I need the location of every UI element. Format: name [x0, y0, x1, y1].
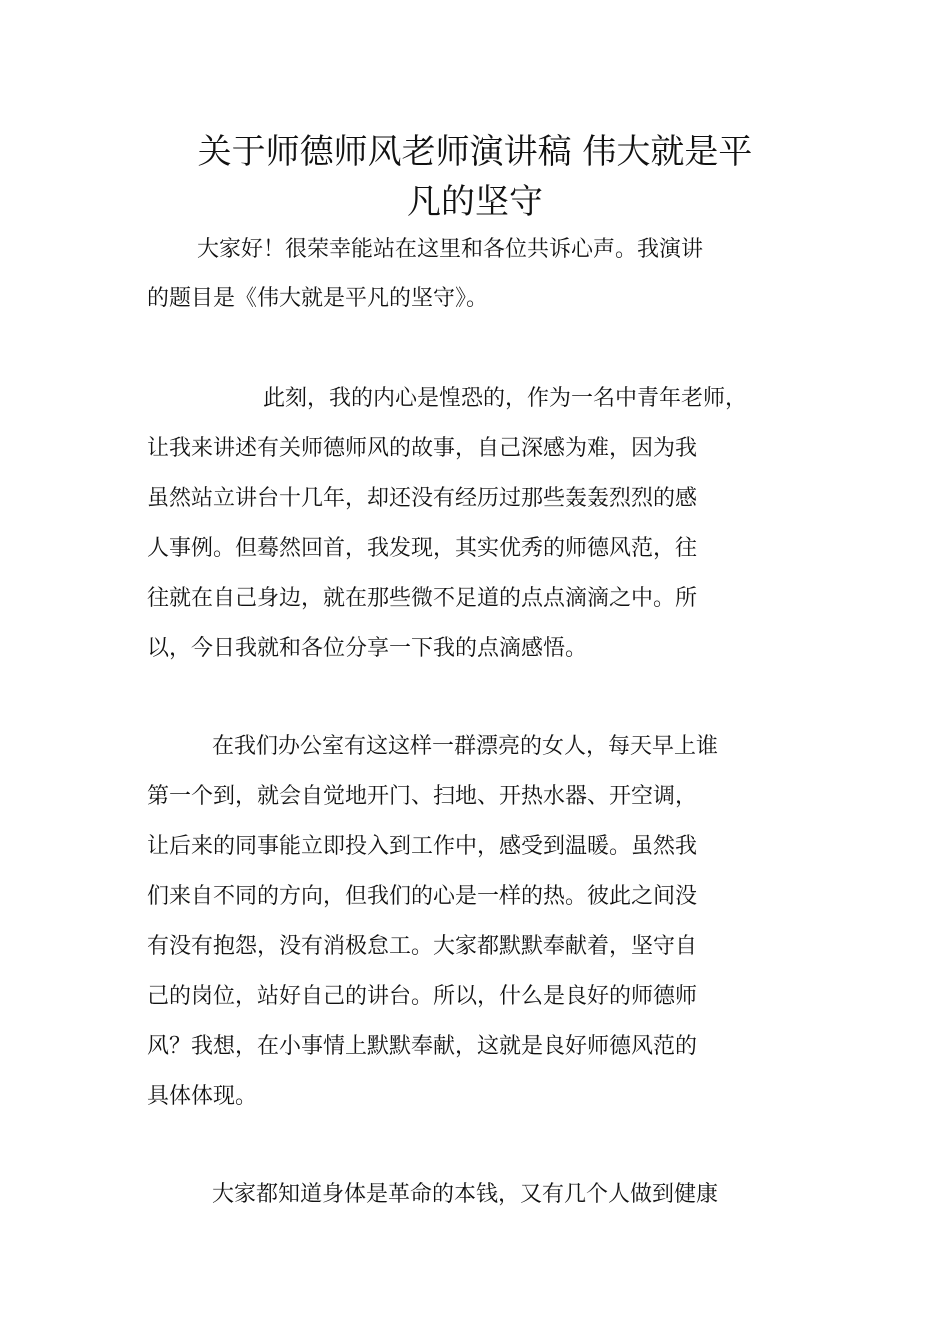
paragraph-line: 己的岗位，站好自己的讲台。所以，什么是良好的师德师	[147, 984, 698, 1009]
paragraph-line: 风？我想，在小事情上默默奉献，这就是良好师德风范的	[147, 1034, 698, 1059]
paragraph-line: 大家好！很荣幸能站在这里和各位共诉心声。我演讲	[197, 237, 704, 262]
paragraph-line: 具体体现。	[147, 1084, 258, 1109]
paragraph-line: 大家都知道身体是革命的本钱，又有几个人做到健康	[212, 1182, 719, 1207]
paragraph-line: 的题目是《伟大就是平凡的坚守》。	[147, 286, 489, 311]
paragraph-line: 人事例。但蓦然回首，我发现，其实优秀的师德风范，往	[147, 536, 698, 561]
paragraph-line: 有没有抱怨，没有消极怠工。大家都默默奉献着，坚守自	[147, 934, 698, 959]
paragraph-line: 此刻，我的内心是惶恐的，作为一名中青年老师，	[263, 386, 748, 411]
paragraph-line: 虽然站立讲台十几年，却还没有经历过那些轰轰烈烈的感	[147, 486, 698, 511]
paragraph-line: 在我们办公室有这这样一群漂亮的女人，每天早上谁	[212, 734, 719, 759]
title-line-1: 关于师德师风老师演讲稿 伟大就是平	[197, 132, 753, 172]
title-line-2: 凡的坚守	[407, 182, 543, 222]
paragraph-line: 第一个到，就会自觉地开门、扫地、开热水器、开空调，	[147, 784, 698, 809]
paragraph-line: 让后来的同事能立即投入到工作中，感受到温暖。虽然我	[147, 834, 698, 859]
paragraph-line: 往就在自己身边，就在那些微不足道的点点滴滴之中。所	[147, 586, 698, 611]
paragraph-line: 们来自不同的方向，但我们的心是一样的热。彼此之间没	[147, 884, 698, 909]
paragraph-line: 让我来讲述有关师德师风的故事，自己深感为难，因为我	[147, 436, 698, 461]
paragraph-line: 以，今日我就和各位分享一下我的点滴感悟。	[147, 636, 588, 661]
